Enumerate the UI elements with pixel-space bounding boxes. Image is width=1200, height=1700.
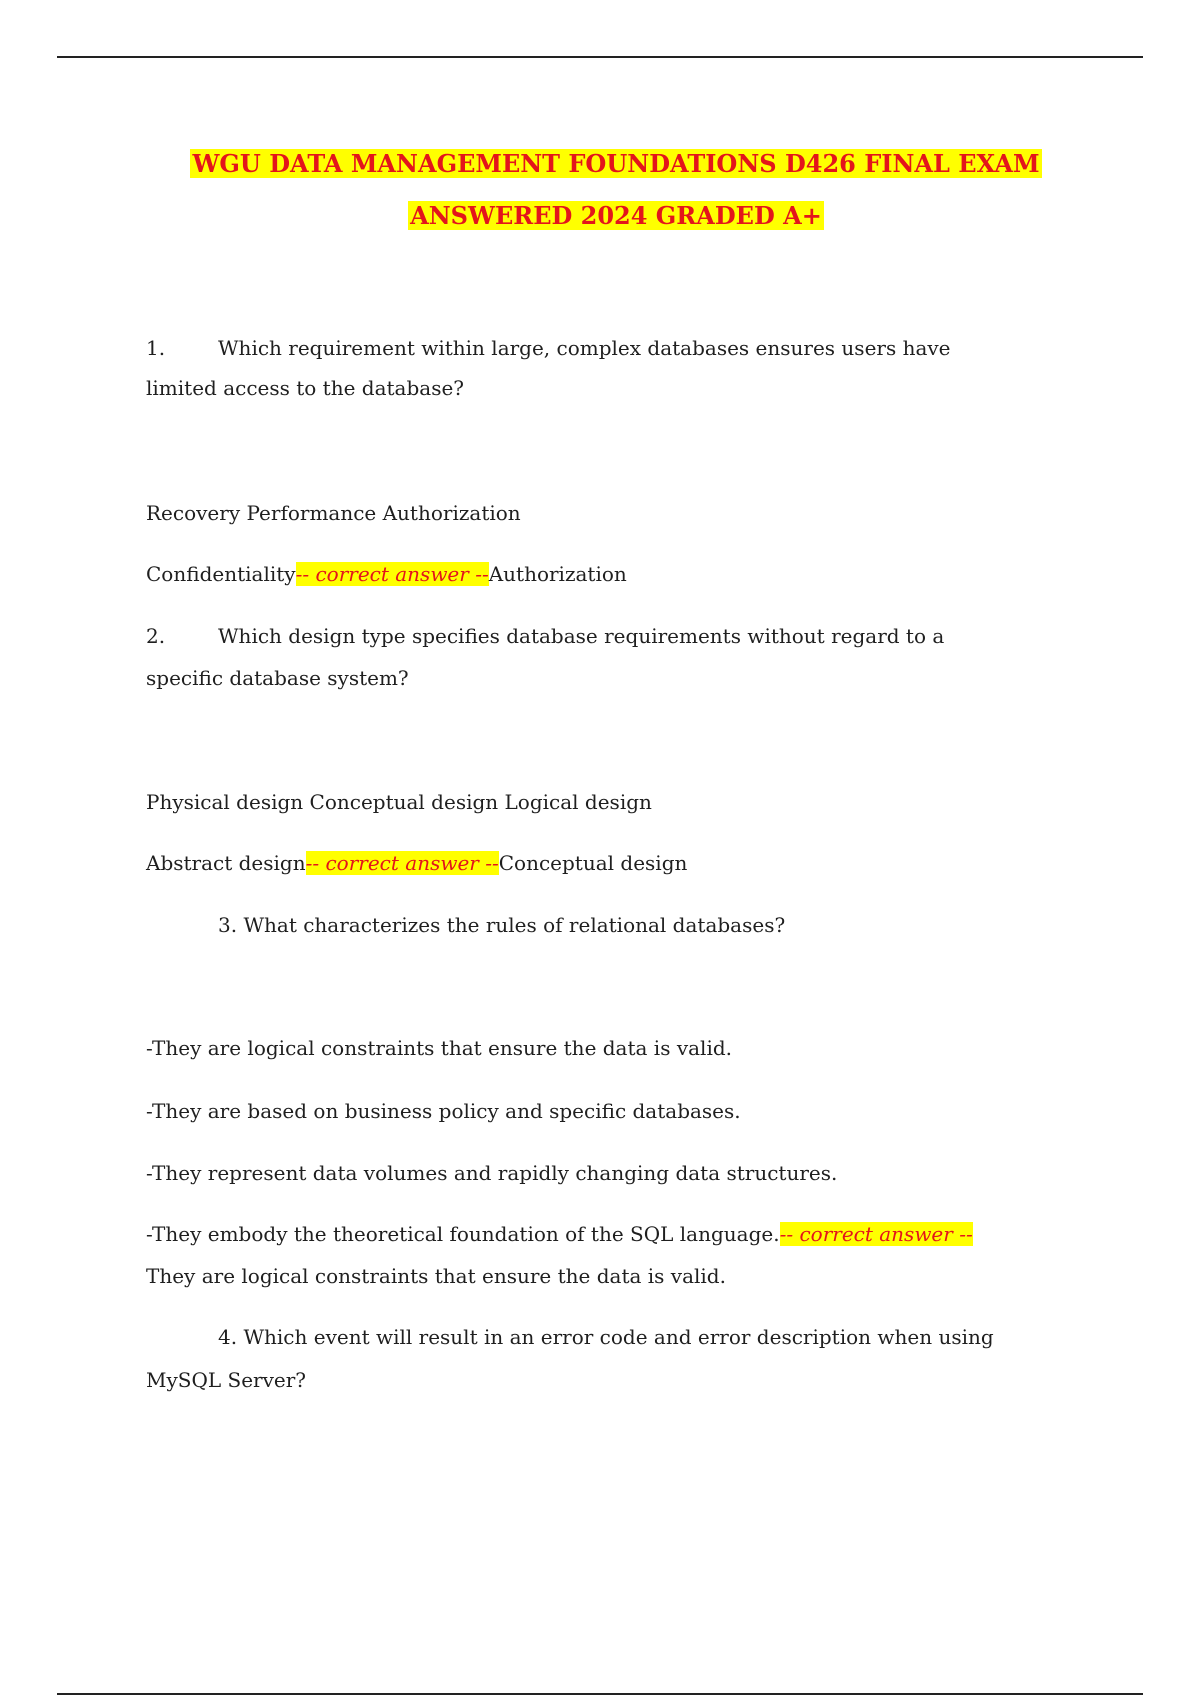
question-1: [146, 333, 951, 363]
document-title-line-1: WGU DATA MANAGEMENT FOUNDATIONS D426 FINAL EXAM: [192, 149, 1040, 178]
question-number: 2.: [146, 624, 166, 648]
question-text: Which event will result in an error code and error description when using: [243, 1325, 994, 1349]
question-2-options: Physical design Conceptual design Logical design: [146, 790, 652, 814]
option-text: Abstract design: [146, 851, 306, 875]
question-3-answer: They are logical constraints that ensure the data is valid.: [146, 1264, 726, 1288]
question-3-option-3: -They represent data volumes and rapidly changing data structures.: [146, 1161, 838, 1185]
question-1-continued: limited access to the database?: [146, 376, 465, 400]
question-text: Which requirement within large, complex databases ensures users have: [218, 336, 951, 360]
question-1-answer-line: [146, 559, 627, 589]
question-1-options: Recovery Performance Authorization: [146, 501, 521, 525]
correct-answer-marker: -- correct answer --: [779, 1222, 973, 1246]
correct-answer-marker: -- correct answer --: [305, 851, 499, 875]
question-2: [146, 621, 944, 651]
question-2-answer-line: [146, 848, 687, 878]
question-number: 3.: [218, 913, 238, 937]
question-number: 1.: [146, 336, 166, 360]
question-number: 4.: [218, 1325, 238, 1349]
question-2-continued: specific database system?: [146, 666, 409, 690]
question-4-continued: MySQL Server?: [146, 1368, 307, 1392]
answer-text: Conceptual design: [498, 851, 688, 875]
question-3-option-2: -They are based on business policy and specific databases.: [146, 1099, 741, 1123]
document-title-line-2: ANSWERED 2024 GRADED A+: [410, 201, 822, 230]
option-text: Confidentiality: [146, 562, 296, 586]
answer-text: Authorization: [488, 562, 627, 586]
footer-rule: [57, 1693, 1143, 1695]
question-3-option-4: [146, 1219, 973, 1249]
header-rule: [57, 56, 1143, 58]
question-4: [146, 1322, 994, 1352]
question-text: What characterizes the rules of relational databases?: [243, 913, 786, 937]
question-3-option-1: -They are logical constraints that ensure the data is valid.: [146, 1036, 732, 1060]
option-text: -They embody the theoretical foundation of the SQL language.: [146, 1222, 780, 1246]
correct-answer-marker: -- correct answer --: [295, 562, 489, 586]
question-text: Which design type specifies database requirements without regard to a: [218, 624, 945, 648]
question-3: [146, 910, 785, 940]
